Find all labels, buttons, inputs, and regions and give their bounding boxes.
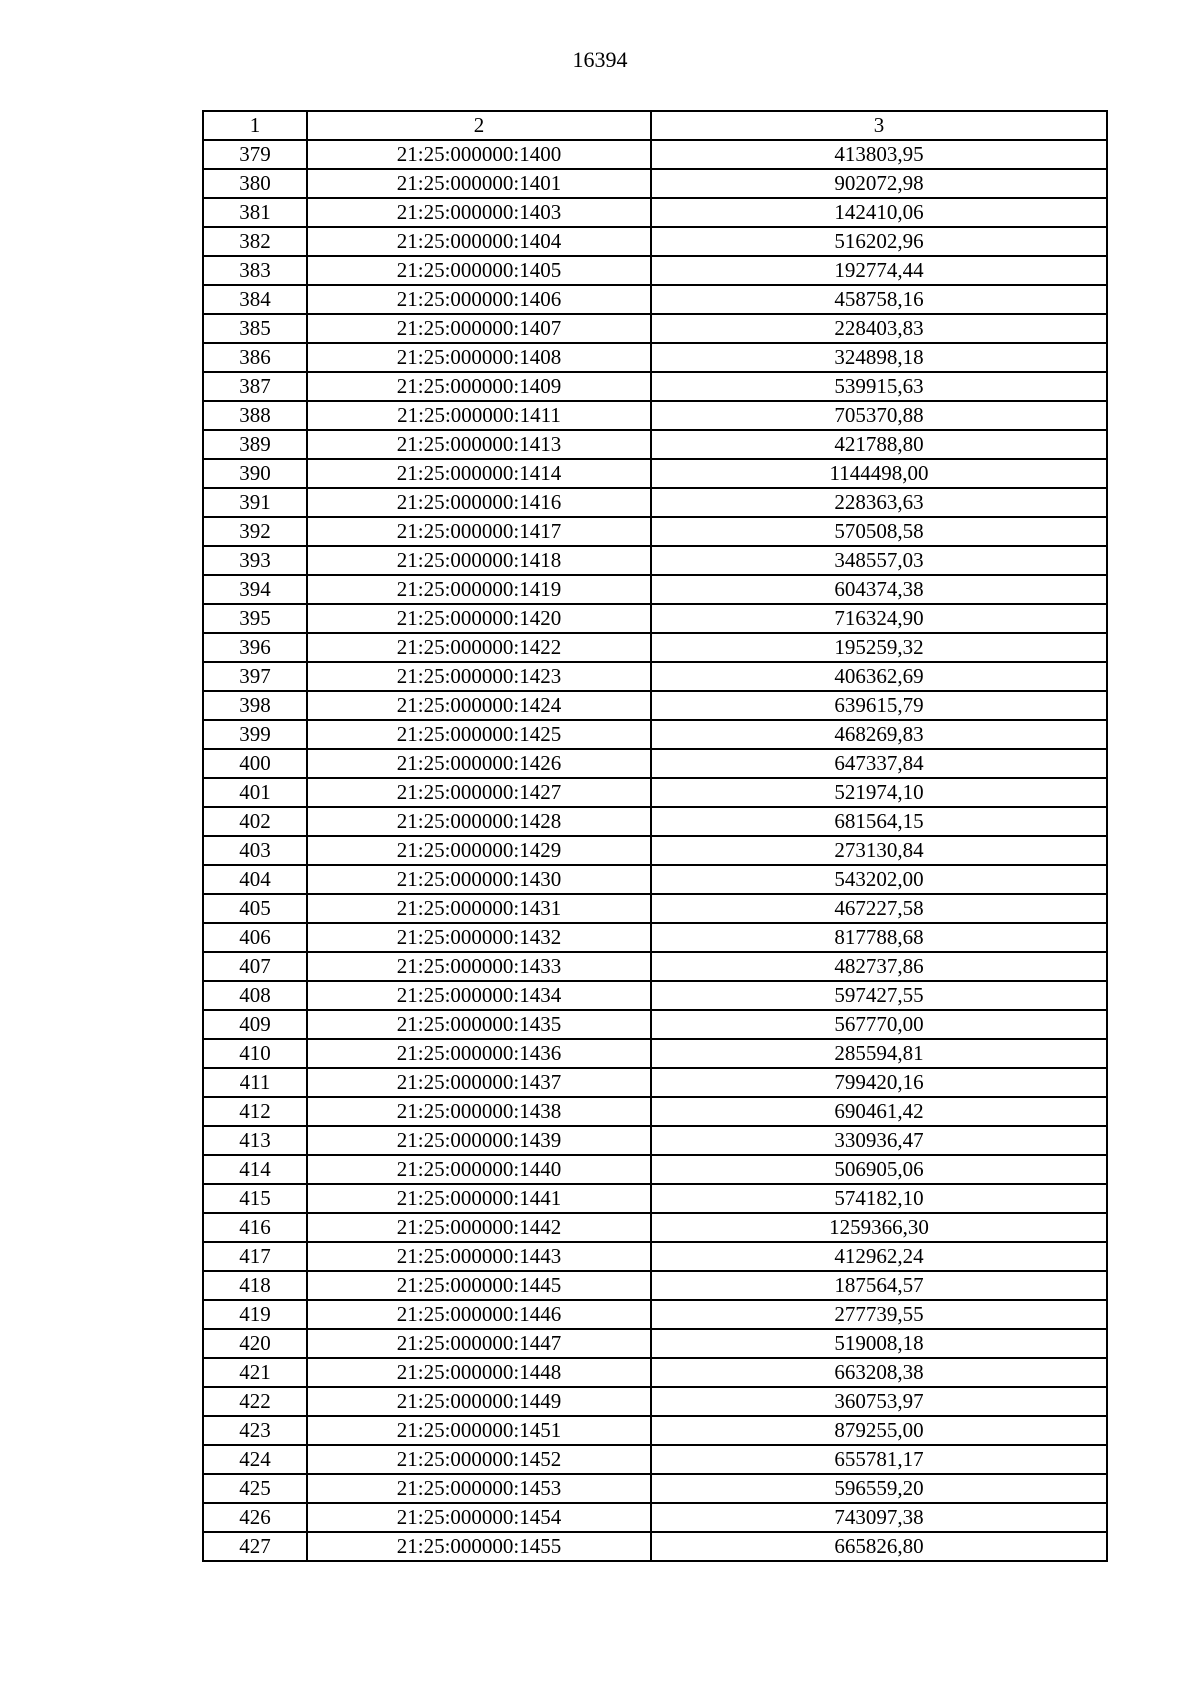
cadastral-number-cell: 21:25:000000:1436	[307, 1039, 651, 1068]
row-number-cell: 391	[203, 488, 307, 517]
table-row	[203, 285, 1107, 314]
row-number-cell: 413	[203, 1126, 307, 1155]
row-number-cell: 397	[203, 662, 307, 691]
table-row	[203, 981, 1107, 1010]
row-number-cell: 403	[203, 836, 307, 865]
value-cell: 467227,58	[651, 894, 1107, 923]
row-number-cell: 396	[203, 633, 307, 662]
table-row	[203, 1503, 1107, 1532]
row-number-cell: 399	[203, 720, 307, 749]
value-cell: 639615,79	[651, 691, 1107, 720]
table-row	[203, 1532, 1107, 1561]
cadastral-number-cell: 21:25:000000:1414	[307, 459, 651, 488]
cadastral-number-cell: 21:25:000000:1439	[307, 1126, 651, 1155]
table-row	[203, 198, 1107, 227]
row-number-cell: 419	[203, 1300, 307, 1329]
cadastral-number-cell: 21:25:000000:1437	[307, 1068, 651, 1097]
cadastral-number-cell: 21:25:000000:1448	[307, 1358, 651, 1387]
table-row	[203, 1097, 1107, 1126]
row-number-cell: 422	[203, 1387, 307, 1416]
value-cell: 743097,38	[651, 1503, 1107, 1532]
table-row	[203, 256, 1107, 285]
cadastral-number-cell: 21:25:000000:1420	[307, 604, 651, 633]
cadastral-number-cell: 21:25:000000:1408	[307, 343, 651, 372]
value-cell: 604374,38	[651, 575, 1107, 604]
row-number-cell: 386	[203, 343, 307, 372]
row-number-cell: 415	[203, 1184, 307, 1213]
value-cell: 195259,32	[651, 633, 1107, 662]
table-row	[203, 140, 1107, 169]
cadastral-number-cell: 21:25:000000:1434	[307, 981, 651, 1010]
column-header: 1	[203, 111, 307, 140]
row-number-cell: 412	[203, 1097, 307, 1126]
value-cell: 799420,16	[651, 1068, 1107, 1097]
value-cell: 273130,84	[651, 836, 1107, 865]
value-cell: 277739,55	[651, 1300, 1107, 1329]
row-number-cell: 384	[203, 285, 307, 314]
row-number-cell: 404	[203, 865, 307, 894]
cadastral-number-cell: 21:25:000000:1454	[307, 1503, 651, 1532]
table-row	[203, 314, 1107, 343]
row-number-cell: 416	[203, 1213, 307, 1242]
value-cell: 817788,68	[651, 923, 1107, 952]
value-cell: 228403,83	[651, 314, 1107, 343]
cadastral-number-cell: 21:25:000000:1431	[307, 894, 651, 923]
value-cell: 519008,18	[651, 1329, 1107, 1358]
table-row	[203, 546, 1107, 575]
table-row	[203, 1242, 1107, 1271]
table-body	[203, 140, 1107, 1561]
table-row	[203, 923, 1107, 952]
table-row	[203, 1329, 1107, 1358]
table-row	[203, 459, 1107, 488]
cadastral-number-cell: 21:25:000000:1443	[307, 1242, 651, 1271]
cadastral-number-cell: 21:25:000000:1422	[307, 633, 651, 662]
cadastral-number-cell: 21:25:000000:1433	[307, 952, 651, 981]
value-cell: 192774,44	[651, 256, 1107, 285]
table-row	[203, 894, 1107, 923]
row-number-cell: 405	[203, 894, 307, 923]
row-number-cell: 389	[203, 430, 307, 459]
value-cell: 539915,63	[651, 372, 1107, 401]
row-number-cell: 400	[203, 749, 307, 778]
row-number-cell: 402	[203, 807, 307, 836]
row-number-cell: 427	[203, 1532, 307, 1561]
cadastral-number-cell: 21:25:000000:1446	[307, 1300, 651, 1329]
table-row	[203, 662, 1107, 691]
table-row	[203, 604, 1107, 633]
row-number-cell: 426	[203, 1503, 307, 1532]
table-row	[203, 749, 1107, 778]
cadastral-number-cell: 21:25:000000:1429	[307, 836, 651, 865]
row-number-cell: 417	[203, 1242, 307, 1271]
value-cell: 1259366,30	[651, 1213, 1107, 1242]
value-cell: 1144498,00	[651, 459, 1107, 488]
value-cell: 716324,90	[651, 604, 1107, 633]
row-number-cell: 394	[203, 575, 307, 604]
value-cell: 879255,00	[651, 1416, 1107, 1445]
row-number-cell: 414	[203, 1155, 307, 1184]
table-row	[203, 778, 1107, 807]
cadastral-number-cell: 21:25:000000:1441	[307, 1184, 651, 1213]
table-row	[203, 1300, 1107, 1329]
row-number-cell: 390	[203, 459, 307, 488]
cadastral-number-cell: 21:25:000000:1409	[307, 372, 651, 401]
value-cell: 187564,57	[651, 1271, 1107, 1300]
row-number-cell: 421	[203, 1358, 307, 1387]
cadastral-number-cell: 21:25:000000:1445	[307, 1271, 651, 1300]
cadastral-number-cell: 21:25:000000:1427	[307, 778, 651, 807]
cadastral-number-cell: 21:25:000000:1435	[307, 1010, 651, 1039]
cadastral-number-cell: 21:25:000000:1453	[307, 1474, 651, 1503]
cadastral-number-cell: 21:25:000000:1452	[307, 1445, 651, 1474]
value-cell: 330936,47	[651, 1126, 1107, 1155]
table-row	[203, 1358, 1107, 1387]
table-row	[203, 1184, 1107, 1213]
cadastral-number-cell: 21:25:000000:1403	[307, 198, 651, 227]
table-row	[203, 575, 1107, 604]
row-number-cell: 395	[203, 604, 307, 633]
table-header	[203, 111, 1107, 140]
value-cell: 324898,18	[651, 343, 1107, 372]
row-number-cell: 387	[203, 372, 307, 401]
row-number-cell: 406	[203, 923, 307, 952]
row-number-cell: 383	[203, 256, 307, 285]
cadastral-number-cell: 21:25:000000:1400	[307, 140, 651, 169]
value-cell: 705370,88	[651, 401, 1107, 430]
table-row	[203, 807, 1107, 836]
value-cell: 570508,58	[651, 517, 1107, 546]
table-row	[203, 720, 1107, 749]
table-row	[203, 1126, 1107, 1155]
table-row	[203, 372, 1107, 401]
value-cell: 516202,96	[651, 227, 1107, 256]
cadastral-number-cell: 21:25:000000:1425	[307, 720, 651, 749]
table-row	[203, 343, 1107, 372]
value-cell: 690461,42	[651, 1097, 1107, 1126]
table-row	[203, 401, 1107, 430]
data-table	[202, 110, 1108, 1562]
table-row	[203, 169, 1107, 198]
row-number-cell: 408	[203, 981, 307, 1010]
table-row	[203, 836, 1107, 865]
cadastral-number-cell: 21:25:000000:1413	[307, 430, 651, 459]
value-cell: 458758,16	[651, 285, 1107, 314]
row-number-cell: 410	[203, 1039, 307, 1068]
row-number-cell: 420	[203, 1329, 307, 1358]
row-number-cell: 379	[203, 140, 307, 169]
row-number-cell: 393	[203, 546, 307, 575]
table-row	[203, 1010, 1107, 1039]
cadastral-number-cell: 21:25:000000:1416	[307, 488, 651, 517]
value-cell: 413803,95	[651, 140, 1107, 169]
row-number-cell: 407	[203, 952, 307, 981]
table-header-row	[203, 111, 1107, 140]
row-number-cell: 401	[203, 778, 307, 807]
cadastral-number-cell: 21:25:000000:1424	[307, 691, 651, 720]
value-cell: 142410,06	[651, 198, 1107, 227]
cadastral-number-cell: 21:25:000000:1418	[307, 546, 651, 575]
row-number-cell: 385	[203, 314, 307, 343]
value-cell: 421788,80	[651, 430, 1107, 459]
table-row	[203, 430, 1107, 459]
row-number-cell: 381	[203, 198, 307, 227]
table-row	[203, 227, 1107, 256]
cadastral-number-cell: 21:25:000000:1417	[307, 517, 651, 546]
value-cell: 482737,86	[651, 952, 1107, 981]
cadastral-number-cell: 21:25:000000:1447	[307, 1329, 651, 1358]
column-header: 2	[307, 111, 651, 140]
table-row	[203, 1445, 1107, 1474]
table-row	[203, 1474, 1107, 1503]
value-cell: 348557,03	[651, 546, 1107, 575]
value-cell: 663208,38	[651, 1358, 1107, 1387]
cadastral-number-cell: 21:25:000000:1411	[307, 401, 651, 430]
value-cell: 655781,17	[651, 1445, 1107, 1474]
column-header: 3	[651, 111, 1107, 140]
row-number-cell: 380	[203, 169, 307, 198]
cadastral-number-cell: 21:25:000000:1405	[307, 256, 651, 285]
table-row	[203, 865, 1107, 894]
cadastral-number-cell: 21:25:000000:1404	[307, 227, 651, 256]
table-row	[203, 1155, 1107, 1184]
cadastral-number-cell: 21:25:000000:1406	[307, 285, 651, 314]
table-row	[203, 488, 1107, 517]
row-number-cell: 425	[203, 1474, 307, 1503]
row-number-cell: 418	[203, 1271, 307, 1300]
value-cell: 665826,80	[651, 1532, 1107, 1561]
cadastral-number-cell: 21:25:000000:1442	[307, 1213, 651, 1242]
row-number-cell: 409	[203, 1010, 307, 1039]
row-number-cell: 382	[203, 227, 307, 256]
value-cell: 902072,98	[651, 169, 1107, 198]
row-number-cell: 411	[203, 1068, 307, 1097]
cadastral-number-cell: 21:25:000000:1440	[307, 1155, 651, 1184]
value-cell: 360753,97	[651, 1387, 1107, 1416]
table-row	[203, 1039, 1107, 1068]
table-row	[203, 1271, 1107, 1300]
cadastral-number-cell: 21:25:000000:1430	[307, 865, 651, 894]
cadastral-number-cell: 21:25:000000:1455	[307, 1532, 651, 1561]
value-cell: 574182,10	[651, 1184, 1107, 1213]
value-cell: 521974,10	[651, 778, 1107, 807]
value-cell: 506905,06	[651, 1155, 1107, 1184]
row-number-cell: 398	[203, 691, 307, 720]
cadastral-number-cell: 21:25:000000:1432	[307, 923, 651, 952]
table-row	[203, 1213, 1107, 1242]
value-cell: 543202,00	[651, 865, 1107, 894]
cadastral-number-cell: 21:25:000000:1449	[307, 1387, 651, 1416]
table-row	[203, 1416, 1107, 1445]
value-cell: 228363,63	[651, 488, 1107, 517]
cadastral-number-cell: 21:25:000000:1438	[307, 1097, 651, 1126]
value-cell: 285594,81	[651, 1039, 1107, 1068]
row-number-cell: 423	[203, 1416, 307, 1445]
value-cell: 406362,69	[651, 662, 1107, 691]
row-number-cell: 424	[203, 1445, 307, 1474]
value-cell: 681564,15	[651, 807, 1107, 836]
cadastral-number-cell: 21:25:000000:1451	[307, 1416, 651, 1445]
table-row	[203, 517, 1107, 546]
row-number-cell: 388	[203, 401, 307, 430]
row-number-cell: 392	[203, 517, 307, 546]
value-cell: 596559,20	[651, 1474, 1107, 1503]
table-row	[203, 633, 1107, 662]
value-cell: 412962,24	[651, 1242, 1107, 1271]
cadastral-number-cell: 21:25:000000:1401	[307, 169, 651, 198]
cadastral-number-cell: 21:25:000000:1423	[307, 662, 651, 691]
cadastral-number-cell: 21:25:000000:1407	[307, 314, 651, 343]
table-row	[203, 691, 1107, 720]
table-row	[203, 1068, 1107, 1097]
value-cell: 567770,00	[651, 1010, 1107, 1039]
cadastral-number-cell: 21:25:000000:1419	[307, 575, 651, 604]
value-cell: 468269,83	[651, 720, 1107, 749]
value-cell: 647337,84	[651, 749, 1107, 778]
table-row	[203, 1387, 1107, 1416]
cadastral-number-cell: 21:25:000000:1426	[307, 749, 651, 778]
table-row	[203, 952, 1107, 981]
cadastral-number-cell: 21:25:000000:1428	[307, 807, 651, 836]
value-cell: 597427,55	[651, 981, 1107, 1010]
page-number: 16394	[572, 47, 628, 72]
